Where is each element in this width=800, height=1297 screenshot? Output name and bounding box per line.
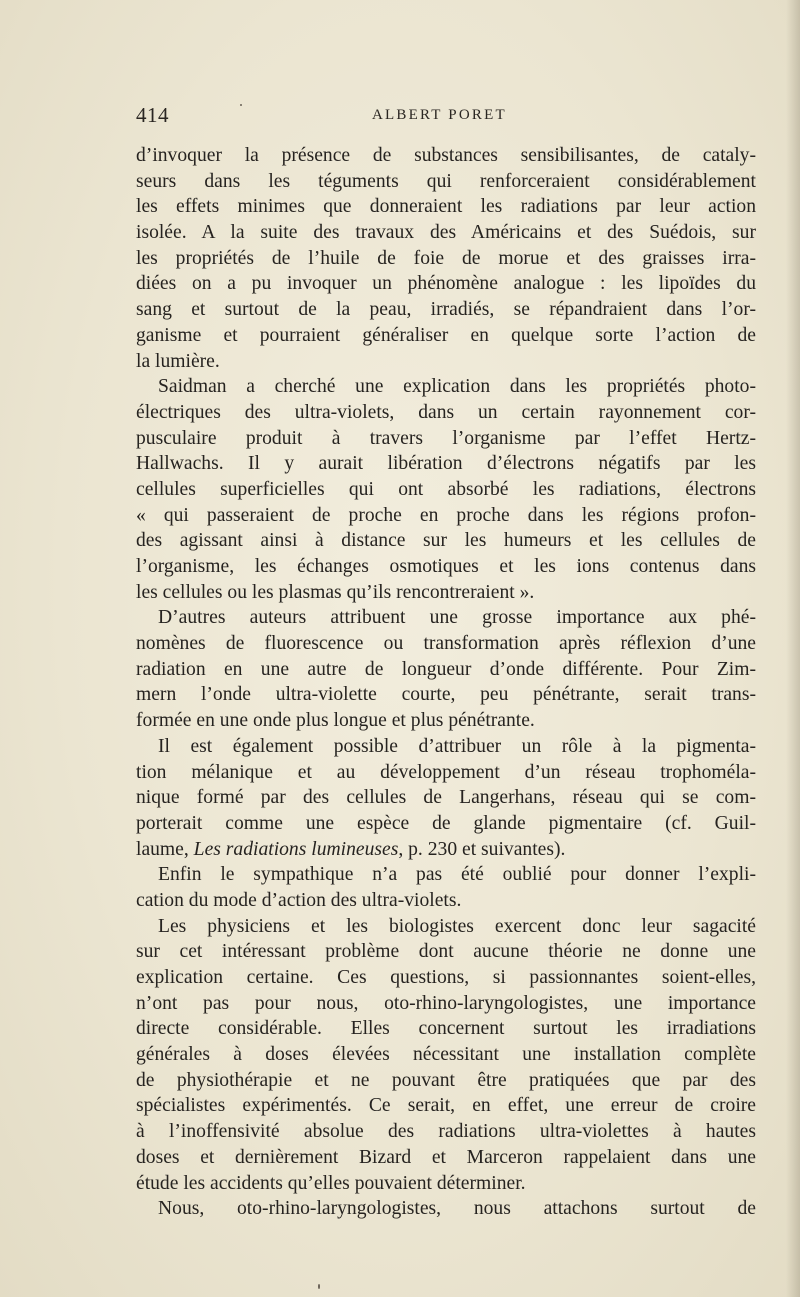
text-line: Nous, oto-rhino-laryngologistes, nous attachons surtout de [158, 1198, 756, 1220]
text-line: doses et dernièrement Bizard et Marceron rappelaient dans une [136, 1146, 756, 1168]
text-line: seurs dans les téguments qui renforceraient considérablement [136, 170, 756, 192]
text-line: sang et surtout de la peau, irradiés, se répandraient dans l’or- [136, 299, 756, 321]
text-line: spécialistes expérimentés. Ce serait, en effet, une erreur de croire [136, 1095, 756, 1117]
text-line: générales à doses élevées nécessitant une installation complète [136, 1044, 756, 1066]
text-line: Les physiciens et les biologistes exercent donc leur sagacité [158, 915, 756, 937]
text-line: de physiothérapie et ne pouvant être pratiquées que par des [136, 1069, 756, 1091]
text-line: ganisme et pourraient généraliser en quelque sorte l’action de [136, 324, 756, 346]
running-title: ALBERT PORET [372, 107, 507, 123]
text-line: isolée. A la suite des travaux des Américains et des Suédois, sur [136, 222, 756, 244]
text-line: Saidman a cherché une explication dans les propriétés photo- [158, 376, 756, 398]
text-line: radiation en une autre de longueur d’onde différente. Pour Zim- [136, 658, 756, 680]
print-speck [240, 104, 242, 106]
text-line: explication certaine. Ces questions, si passionnantes soient-elles, [136, 967, 756, 988]
page-number: 414 [136, 103, 169, 127]
text-line: cation du mode d’action des ultra-violets. [136, 889, 462, 911]
text-line: les propriétés de l’huile de foie de morue et des graisses irra- [136, 247, 756, 269]
text-segment: , p. 230 et suivantes). [398, 838, 566, 860]
text-line: Enfin le sympathique n’a pas été oublié pour donner l’expli- [158, 864, 756, 886]
text-line: électriques des ultra-violets, dans un certain rayonnement cor- [136, 401, 756, 423]
text-segment: laume, [136, 838, 194, 860]
text-line: Hallwachs. Il y aurait libération d’électrons négatifs par les [136, 453, 756, 475]
text-line: n’ont pas pour nous, oto-rhino-laryngologistes, une importance [136, 992, 756, 1014]
text-line: diées on a pu invoquer un phénomène analogue : les lipoïdes du [136, 273, 756, 295]
body-text [136, 143, 756, 1222]
text-line: porterait comme une espèce de glande pigmentaire (cf. Guil- [136, 812, 756, 834]
text-line: « qui passeraient de proche en proche dans les régions profon- [136, 504, 756, 526]
text-line: directe considérable. Elles concernent surtout les irradiations [136, 1018, 756, 1040]
text-line: la lumière. [136, 350, 220, 372]
text-line: D’autres auteurs attribuent une grosse importance aux phé- [158, 607, 756, 629]
running-head [136, 103, 756, 129]
text-line: l’organisme, les échanges osmotiques et les ions contenus dans [136, 556, 756, 577]
text-line: mern l’onde ultra-violette courte, peu pénétrante, serait trans- [136, 684, 756, 706]
text-line: formée en une onde plus longue et plus pénétrante. [136, 710, 535, 732]
book-title-italic: Les radiations lumineuses [193, 838, 399, 860]
text-line: étude les accidents qu’elles pouvaient déterminer. [136, 1172, 526, 1194]
text-line: sur cet intéressant problème dont aucune théorie ne donne une [136, 941, 756, 963]
text-line: nomènes de fluorescence ou transformation après réflexion d’une [136, 633, 756, 655]
text-line: tion mélanique et au développement d’un réseau trophoméla- [136, 761, 756, 783]
text-line [136, 837, 756, 863]
text-line: pusculaire produit à travers l’organisme par l’effet Hertz- [136, 427, 756, 449]
text-line: les cellules ou les plasmas qu’ils rencontreraient ». [136, 581, 535, 603]
text-line: Il est également possible d’attribuer un rôle à la pigmenta- [158, 735, 756, 757]
text-line: les effets minimes que donneraient les radiations par leur action [136, 196, 756, 218]
page-edge-shadow [786, 0, 800, 1297]
text-line: à l’inoffensivité absolue des radiations ultra-violettes à hautes [136, 1121, 756, 1143]
text-line: d’invoquer la présence de substances sensibilisantes, de cataly- [136, 145, 756, 166]
text-line: nique formé par des cellules de Langerhans, réseau qui se com- [136, 787, 756, 809]
text-line: cellules superficielles qui ont absorbé les radiations, électrons [136, 478, 756, 500]
print-speck [318, 1284, 320, 1289]
text-line: des agissant ainsi à distance sur les humeurs et les cellules de [136, 530, 756, 552]
